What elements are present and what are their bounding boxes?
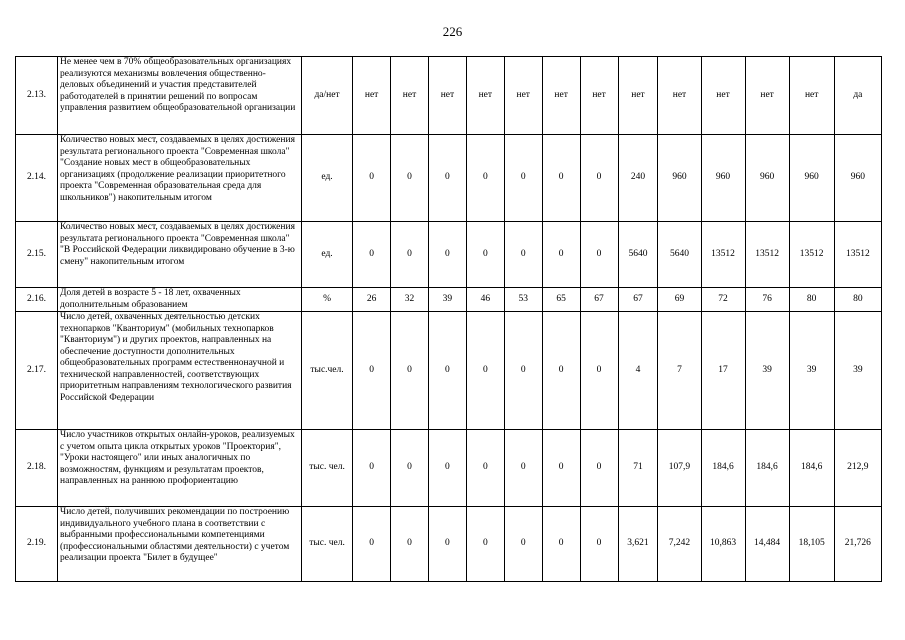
value-cell: 0 [542,430,580,507]
unit-cell: тыс. чел. [301,430,352,507]
value-cell: 32 [391,288,429,312]
value-cell: 0 [466,312,504,430]
value-cell: 184,6 [701,430,745,507]
indicator-description: Число участников открытых онлайн-уроков, реализуемых с учетом опыта цикла открытых уроков "Проектория", "Уроки настоящего" или иных аналогичных по возможностям, функциям и результатам проектов, направленных на раннюю профориентацию [58,430,302,507]
row-number: 2.18. [16,430,58,507]
value-cell: 0 [353,430,391,507]
value-cell: 0 [428,222,466,288]
value-cell: 39 [745,312,789,430]
row-number: 2.14. [16,135,58,222]
value-cell: 960 [701,135,745,222]
value-cell: 26 [353,288,391,312]
value-cell: 65 [542,288,580,312]
value-cell: 184,6 [745,430,789,507]
value-cell: 69 [658,288,701,312]
table-row [16,57,882,135]
value-cell: 80 [789,288,834,312]
value-cell: 0 [542,222,580,288]
value-cell: 3,621 [618,507,658,582]
unit-cell: тыс.чел. [301,312,352,430]
value-cell: нет [789,57,834,135]
row-number: 2.13. [16,57,58,135]
value-cell: нет [353,57,391,135]
value-cell: 46 [466,288,504,312]
unit-cell: ед. [301,135,352,222]
value-cell: 0 [428,430,466,507]
value-cell: 0 [428,312,466,430]
value-cell: 0 [580,312,618,430]
value-cell: 0 [428,507,466,582]
value-cell: 0 [428,135,466,222]
value-cell: нет [618,57,658,135]
value-cell: нет [745,57,789,135]
value-cell: 13512 [834,222,881,288]
value-cell: 0 [466,430,504,507]
row-number: 2.17. [16,312,58,430]
value-cell: 76 [745,288,789,312]
row-number: 2.15. [16,222,58,288]
value-cell: 80 [834,288,881,312]
value-cell: нет [580,57,618,135]
table-row [16,507,882,582]
value-cell: 960 [745,135,789,222]
indicator-description: Число детей, получивших рекомендации по построению индивидуального учебного плана в соответствии с выбранными профессиональными компетенциями (профессиональными областями деятельности) с учетом реализации проекта "Билет в будущее" [58,507,302,582]
value-cell: 18,105 [789,507,834,582]
value-cell: 184,6 [789,430,834,507]
value-cell: 17 [701,312,745,430]
value-cell: 7,242 [658,507,701,582]
row-number: 2.19. [16,507,58,582]
value-cell: 21,726 [834,507,881,582]
value-cell: нет [658,57,701,135]
value-cell: 39 [789,312,834,430]
indicator-description: Доля детей в возрасте 5 - 18 лет, охваченных дополнительным образованием [58,288,302,312]
value-cell: 0 [391,430,429,507]
value-cell: 0 [391,312,429,430]
value-cell: 0 [542,507,580,582]
value-cell: 0 [504,507,542,582]
value-cell: 0 [504,135,542,222]
value-cell: 0 [353,135,391,222]
value-cell: нет [466,57,504,135]
value-cell: 67 [618,288,658,312]
page-number: 226 [442,24,463,39]
value-cell: 13512 [701,222,745,288]
value-cell: 0 [391,135,429,222]
value-cell: нет [542,57,580,135]
value-cell: нет [391,57,429,135]
value-cell: 72 [701,288,745,312]
value-cell: 5640 [658,222,701,288]
indicator-description: Количество новых мест, создаваемых в целях достижения результата регионального проекта "Современная школа" "Создание новых мест в общеобразовательных организациях (продолжение реализации приоритетного проекта "Современная образовательная среда для школьников") накопительным итогом [58,135,302,222]
unit-cell: ед. [301,222,352,288]
indicator-description: Число детей, охваченных деятельностью детских технопарков "Кванториум" (мобильных технопарков "Кванториум") и других проектов, направленных на обеспечение доступности дополнительных общеобразовательных программ естественнонаучной и технической направленностей, соответствующих приоритетным направлениям технологического развития Российской Федерации [58,312,302,430]
value-cell: 0 [353,222,391,288]
value-cell: 0 [580,135,618,222]
table-row [16,312,882,430]
value-cell: 71 [618,430,658,507]
value-cell: 0 [466,135,504,222]
value-cell: 5640 [618,222,658,288]
value-cell: 0 [542,135,580,222]
value-cell: 0 [353,507,391,582]
table-row [16,288,882,312]
indicator-description: Количество новых мест, создаваемых в целях достижения результата регионального проекта "Современная школа" "В Российской Федерации ликвидировано обучение в 3-ю смену" накопительным итогом [58,222,302,288]
value-cell: 107,9 [658,430,701,507]
indicators-table [15,56,882,582]
value-cell: 0 [466,507,504,582]
value-cell: 14,484 [745,507,789,582]
value-cell: 960 [658,135,701,222]
value-cell: 0 [580,430,618,507]
value-cell: 212,9 [834,430,881,507]
value-cell: 960 [789,135,834,222]
value-cell: 39 [428,288,466,312]
value-cell: 960 [834,135,881,222]
table-row [16,135,882,222]
value-cell: 10,863 [701,507,745,582]
value-cell: 0 [391,222,429,288]
unit-cell: да/нет [301,57,352,135]
value-cell: 53 [504,288,542,312]
value-cell: 0 [504,222,542,288]
value-cell: 0 [580,222,618,288]
value-cell: 0 [542,312,580,430]
value-cell: 39 [834,312,881,430]
value-cell: 240 [618,135,658,222]
value-cell: да [834,57,881,135]
row-number: 2.16. [16,288,58,312]
value-cell: нет [428,57,466,135]
value-cell: нет [504,57,542,135]
value-cell: 0 [504,312,542,430]
value-cell: 13512 [745,222,789,288]
value-cell: 4 [618,312,658,430]
value-cell: 0 [466,222,504,288]
value-cell: нет [701,57,745,135]
table-row [16,222,882,288]
value-cell: 0 [391,507,429,582]
value-cell: 0 [580,507,618,582]
unit-cell: тыс. чел. [301,507,352,582]
unit-cell: % [301,288,352,312]
value-cell: 7 [658,312,701,430]
value-cell: 0 [504,430,542,507]
indicator-description: Не менее чем в 70% общеобразовательных организациях реализуются механизмы вовлечения общественно-деловых объединений и участия представителей работодателей в принятии решений по вопросам управления развитием общеобразовательной организации [58,57,302,135]
table-row [16,430,882,507]
value-cell: 13512 [789,222,834,288]
value-cell: 67 [580,288,618,312]
value-cell: 0 [353,312,391,430]
